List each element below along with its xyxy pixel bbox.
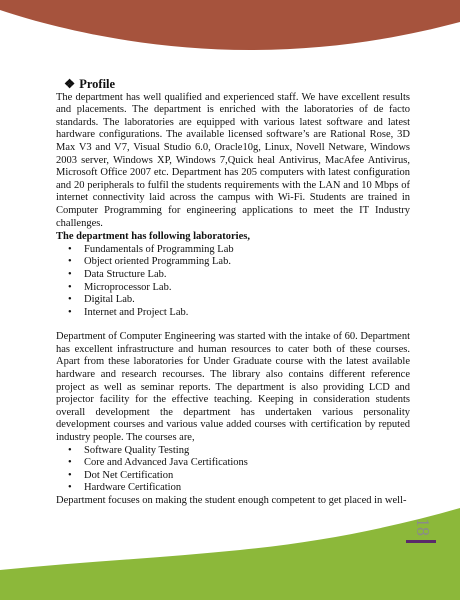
labs-heading: The department has following laboratories,: [56, 231, 250, 243]
intro-paragraph: The department has well qualified and experienced staff. We have excellent results and placements. The department is enriched with the laboratories of de facto standards. The laboratories are equipped with various latest software and latest hardware configurations. The available licensed software’s are Rational Rose, 3D Max V3 and V7, Visual Studio 6.0, Oracle10g, Linux, Novell Netware, Windows 2003 server, Windows XP, Windows 7,Quick heal Antivirus, MacAfee Antivirus, Microsoft Office 2007 etc. Department has 205 computers with latest configuration and 20 peripherals to fulfil the students requirements with the LAN and 10 Mbps of internet connectivity laid across the campus with Wi-Fi. Students are trained in Computer Programming for engineering applications to meet the IT Industry challenges.: [56, 91, 410, 229]
closing-line: Department focuses on making the student enough competent to get placed in well-: [56, 495, 407, 506]
list-item: • Fundamentals of Programming Lab: [84, 244, 410, 257]
footer-wave-decoration: [0, 500, 460, 600]
list-item: • Hardware Certification: [84, 482, 410, 495]
list-item: • Dot Net Certification: [84, 470, 410, 483]
section-title: Profile: [79, 77, 116, 91]
labs-list: [56, 244, 410, 320]
page-content: [56, 78, 410, 508]
section-heading: [64, 78, 410, 91]
list-item: • Core and Advanced Java Certifications: [84, 457, 410, 470]
list-item: • Data Structure Lab.: [84, 269, 410, 282]
courses-list: [56, 445, 410, 495]
second-paragraph: Department of Computer Engineering was started with the intake of 60. Department has excellent infrastructure and human resources to cater both of these courses. Apart from these laboratories for Under Graduate course with the latest available hardware and research recourses. The library also contains different reference project as well as seminar reports. The department is also providing LCD and projector facility for the effective teaching. Keeping in consideration students overall development the department has undertaken various personality development courses and various value added courses with certification by reputed industry people. The courses are,: [56, 331, 410, 444]
diamond-bullet-icon: ❖: [64, 77, 76, 91]
list-item: • Object oriented Programming Lab.: [84, 256, 410, 269]
list-item: • Software Quality Testing: [84, 445, 410, 458]
list-item: • Digital Lab.: [84, 294, 410, 307]
page-number: 18: [413, 518, 434, 536]
list-item: • Microprocessor Lab.: [84, 282, 410, 295]
list-item: • Internet and Project Lab.: [84, 307, 410, 320]
